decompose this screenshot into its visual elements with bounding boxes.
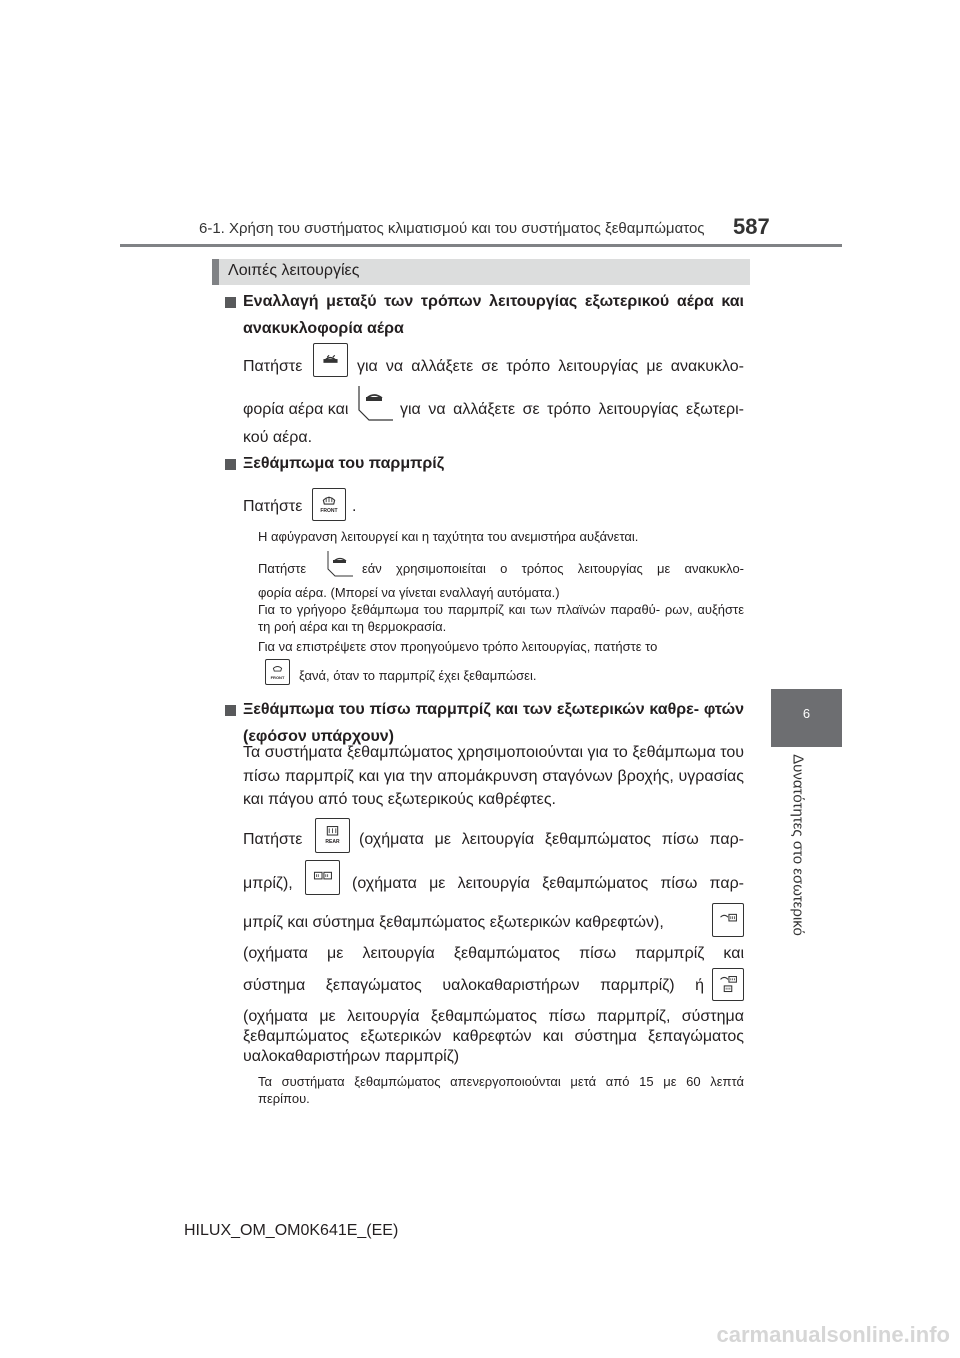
outside-air-button-icon: [357, 384, 394, 421]
chapter-number: 6: [802, 706, 811, 721]
text-line: μπρίζ),: [243, 875, 293, 892]
rear-defogger-button-icon: [315, 818, 350, 853]
document-code: HILUX_OM_OM0K641E_(EE): [184, 1222, 399, 1239]
text-line: κού αέρα.: [243, 429, 313, 446]
text-line: φορία αέρα και: [243, 401, 349, 418]
text-line: (οχήματα με λειτουργία ξεθαμπώματος πίσω παρ-: [352, 875, 744, 892]
body-paragraph: Τα συστήματα ξεθαμπώματος χρησιμοποιούνται για το ξεθάμπωμα του πίσω παρμπρίζ και για την απομάκρυνση σταγόνων βροχής, υγρασίας και πάγου από τους εξωτερικούς καθρέφτες.: [243, 744, 744, 808]
button-label: FRONT: [320, 508, 338, 514]
note-paragraph: Για το γρήγορο ξεθάμπωμα του παρμπρίζ και των πλαϊνών παραθύ- ρων, αυξήστε τη ροή αέρα και τη θερμοκρασία.: [258, 602, 744, 634]
watermark: carmanualsonline.info: [716, 1322, 950, 1347]
bullet-square: [225, 705, 236, 716]
text-line: .: [352, 498, 357, 515]
note-paragraph: Τα συστήματα ξεθαμπώματος απενεργοποιούνται μετά από 15 με 60 λεπτά περίπου.: [258, 1074, 744, 1106]
note-line: ξανά, όταν το παρμπρίζ έχει ξεθαμπώσει.: [299, 668, 537, 683]
text-line: σύστημα ξεπαγώματος υαλοκαθαριστήρων παρμπρίζ) ή: [243, 977, 704, 994]
recirculation-button-icon: [313, 343, 348, 377]
rear-mirror-wiper-defogger-button-icon: [712, 903, 744, 937]
rear-mirror-defogger-button-icon: [305, 860, 340, 895]
button-label: REAR: [325, 839, 340, 845]
note-line: Πατήστε: [258, 561, 307, 576]
body-paragraph: (οχήματα με λειτουργία ξεθαμπώματος πίσω παρμπρίζ, σύστημα ξεθαμπώματος εξωτερικών καθρεφτών και σύστημα ξεπαγώματος υαλοκαθαριστήρων παρμπρίζ): [243, 1008, 744, 1065]
section-title-bar: [212, 259, 750, 285]
running-header-title: 6-1. Χρήση του συστήματος κλιματισμού και του συστήματος ξεθαμπώματος: [199, 220, 705, 237]
front-defogger-button-icon: [312, 488, 346, 521]
outside-air-button-icon: [326, 549, 354, 578]
text-line: Πατήστε: [243, 831, 303, 848]
note-line: εάν χρησιμοποιείται ο τρόπος λειτουργίας με ανακυκλο-: [362, 561, 744, 576]
header-divider: [120, 244, 842, 247]
subsection-heading-windshield: Ξεθάμπωμα του παρμπρίζ: [243, 455, 445, 472]
note-line: Η αφύγρανση λειτουργεί και η ταχύτητα του ανεμιστήρα αυξάνεται.: [258, 529, 639, 544]
chapter-label-text: Δυνατότητες στο εσωτερικό: [789, 753, 807, 936]
button-label: FRONT: [270, 675, 285, 680]
text-line: Πατήστε: [243, 498, 303, 515]
subsection-heading-rear-defogger: Ξεθάμπωμα του πίσω παρμπρίζ και των εξωτερικών καθρε- φτών (εφόσον υπάρχουν): [243, 701, 744, 745]
front-defogger-button-icon: [265, 659, 290, 685]
text-line: για να αλλάξετε σε τρόπο λειτουργίας εξωτερι-: [400, 401, 744, 418]
text-line: (οχήματα με λειτουργία ξεθαμπώματος πίσω παρ-: [359, 831, 744, 848]
text-line: [243, 357, 302, 377]
text: Πατήστε: [243, 358, 303, 375]
bullet-square: [225, 459, 236, 470]
text-line: (οχήματα με λειτουργία ξεθαμπώματος πίσω παρμπρίζ και: [243, 945, 744, 962]
subsection-heading-air-mode: Εναλλαγή μεταξύ των τρόπων λειτουργίας εξωτερικού αέρα και ανακυκλοφορία αέρα: [243, 293, 744, 337]
text-line: για να αλλάξετε σε τρόπο λειτουργίας με ανακυκλο-: [357, 358, 744, 375]
bullet-square: [225, 297, 236, 308]
note-line: φορία αέρα. (Μπορεί να γίνεται εναλλαγή αυτόματα.): [258, 585, 560, 600]
section-title: Λοιπές λειτουργίες: [228, 262, 360, 279]
page-number: 587: [733, 214, 770, 239]
chapter-tab: [771, 689, 842, 747]
note-paragraph: Για να επιστρέψετε στον προηγούμενο τρόπο λειτουργίας, πατήστε το: [258, 639, 658, 654]
text-line: μπρίζ και σύστημα ξεθαμπώματος εξωτερικών καθρεφτών),: [243, 914, 664, 931]
rear-mirror-wiper-deicer-button-icon: [712, 968, 744, 1001]
chapter-label: [783, 753, 813, 936]
